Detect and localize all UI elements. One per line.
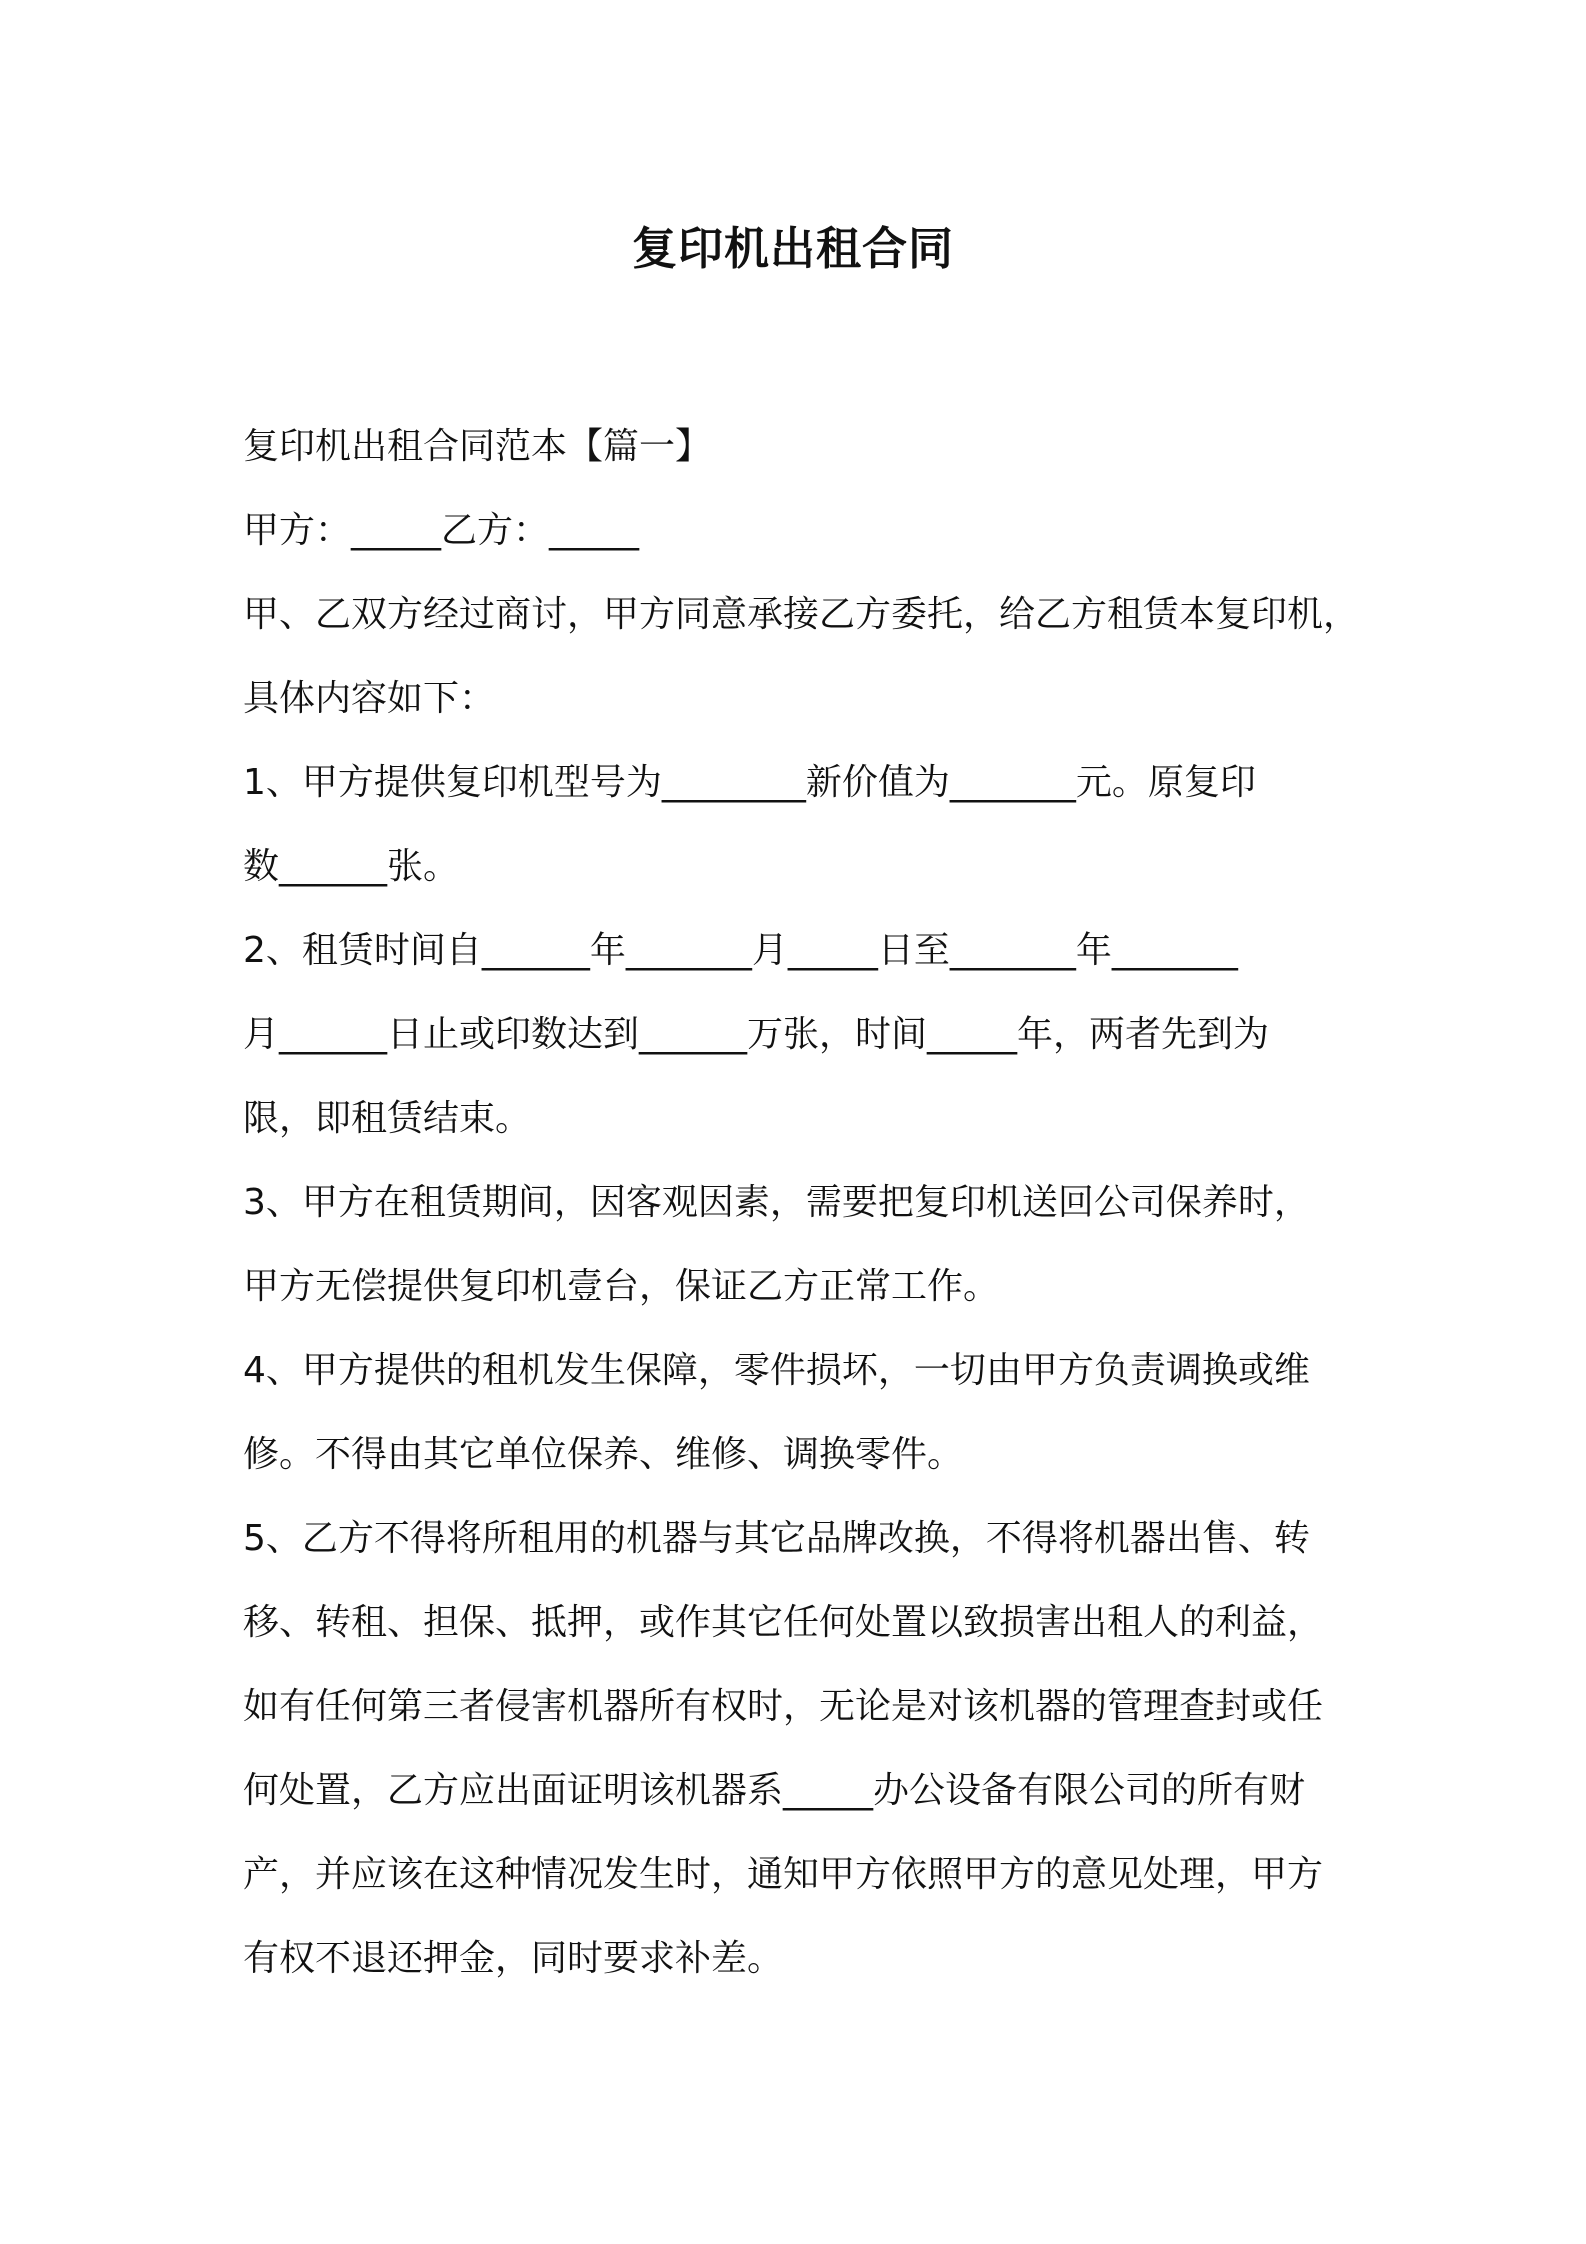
clause-5-line-3: 如有任何第三者侵害机器所有权时，无论是对该机器的管理查封或任 [243,1686,1324,1727]
clause-2-line-1: 2、租赁时间自______年_______月_____日至_______年_______ [243,930,1238,971]
clause-5-line-2: 移、转租、担保、抵押，或作其它任何处置以致损害出租人的利益， [243,1602,1324,1643]
intro-line-2: 具体内容如下： [243,678,496,719]
clause-5-line-6: 有权不退还押金，同时要求补差。 [243,1938,784,1979]
clause-2-line-2: 月______日止或印数达到______万张，时间_____年，两者先到为 [243,1014,1270,1055]
parties-line: 甲方：_____乙方：_____ [243,510,640,551]
clause-5-line-5: 产，并应该在这种情况发生时，通知甲方依照甲方的意见处理，甲方 [243,1854,1324,1895]
document-title: 复印机出租合同 [631,222,954,275]
clause-5-line-1: 5、乙方不得将所租用的机器与其它品牌改换，不得将机器出售、转 [243,1518,1310,1559]
clause-3-line-2: 甲方无偿提供复印机壹台，保证乙方正常工作。 [243,1266,1000,1307]
clause-5-line-4: 何处置，乙方应出面证明该机器系_____办公设备有限公司的所有财 [243,1770,1306,1811]
clause-2-line-3: 限，即租赁结束。 [243,1098,532,1139]
intro-line-1: 甲、乙双方经过商讨，甲方同意承接乙方委托，给乙方租赁本复印机， [243,594,1360,635]
clause-1-line-1: 1、甲方提供复印机型号为________新价值为_______元。原复印 [243,762,1256,803]
clause-3-line-1: 3、甲方在租赁期间，因客观因素，需要把复印机送回公司保养时， [243,1182,1310,1223]
clause-1-line-2: 数______张。 [243,846,460,887]
clause-4-line-1: 4、甲方提供的租机发生保障，零件损坏，一切由甲方负责调换或维 [243,1350,1310,1391]
document-body [243,405,1360,2001]
section-heading: 复印机出租合同范本【篇一】 [243,426,712,467]
clause-4-line-2: 修。不得由其它单位保养、维修、调换零件。 [243,1434,964,1475]
